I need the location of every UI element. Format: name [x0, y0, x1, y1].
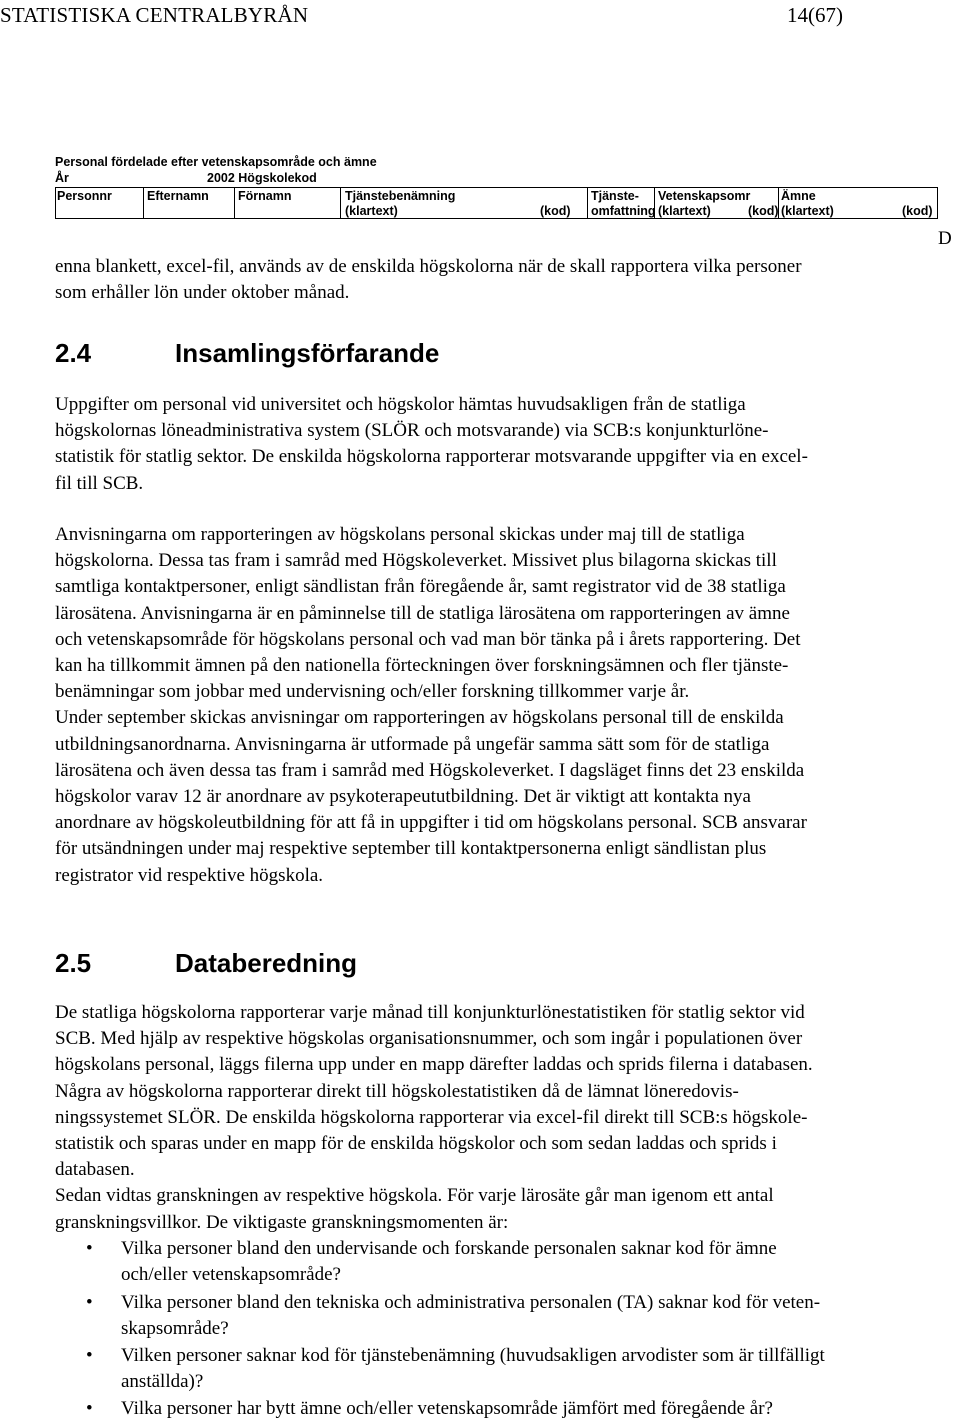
text-line: statistik för statlig sektor. De enskilda högskolorna rapporterar motsvarande uppgifter via en excel- — [55, 446, 808, 468]
bullet-icon: • — [86, 1398, 93, 1419]
table-header-row — [55, 187, 938, 219]
paragraph-2-4-1 — [55, 392, 940, 497]
text-line: kan ha tillkommit ämnen på den nationella förteckningen över forskningsämnen och fler tjänste- — [55, 655, 789, 677]
col-omf-sub: omfattning — [591, 204, 656, 218]
text-line: Vilken personer saknar kod för tjänstebenämning (huvudsakligen arvodister som är tillfälligt — [121, 1345, 825, 1366]
section-heading-2-5 — [55, 948, 357, 979]
text-line: anordnare av högskoleutbildning för att få in uppgifter i tid om högskolans personal. SCB ansvarar — [55, 812, 807, 834]
text-line: för utsändningen under maj respektive september till kontaktpersonerna enligt sändlistan plus — [55, 838, 767, 860]
col-vet-sub: (klartext) — [658, 204, 711, 218]
section-number: 2.5 — [55, 948, 92, 978]
text-line: fil till SCB. — [55, 472, 144, 494]
col-tjanst-kod: (kod) — [540, 204, 571, 218]
col-divider — [234, 188, 235, 218]
year-label: År — [55, 171, 69, 185]
text-line: benämningar som jobbar med undervisning och/eller forskning tillkommer varje år. — [55, 681, 690, 703]
col-fornamn: Förnamn — [238, 189, 292, 203]
text-line: Uppgifter om personal vid universitet och högskolor hämtas huvudsakligen från de statliga — [55, 394, 746, 415]
page-header — [0, 0, 960, 30]
col-divider — [143, 188, 144, 218]
text-line: SCB. Med hjälp av respektive högskolas organisationsnummer, och som ingår i populationen över — [55, 1028, 803, 1050]
text-line: granskningsvillkor. De viktigaste granskningsmomenten är: — [55, 1211, 509, 1233]
paragraph-2-4-2 — [55, 522, 940, 889]
col-divider — [587, 188, 588, 218]
organization-name: STATISTISKA CENTRALBYRÅN — [0, 3, 309, 27]
bullet-icon: • — [86, 1292, 93, 1313]
intro-paragraph — [55, 254, 940, 306]
bullet-icon: • — [86, 1345, 93, 1366]
col-omf: Tjänste- — [591, 189, 639, 203]
col-amne-kod: (kod) — [902, 204, 933, 218]
table-year-row — [55, 171, 317, 185]
section-heading-2-4 — [55, 338, 439, 369]
text-line: statistik och sparas under en mapp för de enskilda högskolor och som sedan laddas och sprids i — [55, 1133, 777, 1155]
col-tjanst-sub: (klartext) — [345, 204, 398, 218]
col-divider — [654, 188, 655, 218]
year-value: 2002 Högskolekod — [207, 171, 317, 185]
text-line: Anvisningarna om rapporteringen av högskolans personal skickas under maj till de statliga — [55, 524, 745, 545]
paragraph-2-5-1 — [55, 1000, 940, 1236]
section-title: Insamlingsförfarande — [175, 338, 440, 368]
text-line: ningssystemet SLÖR. De enskilda högskolorna rapporterar via excel-fil direkt till SCB:s högskole- — [55, 1106, 808, 1128]
text-line: Vilka personer bland den tekniska och administrativa personalen (TA) saknar kod för veten- — [121, 1292, 821, 1313]
text-line: enna blankett, excel-fil, används av de enskilda högskolorna när de skall rapportera vilka personer — [55, 256, 802, 277]
text-line: databasen. — [55, 1159, 135, 1181]
text-line: och vetenskapsområde för högskolans personal och vad man bör tänka på i årets rapportering. Det — [55, 628, 801, 650]
text-line: som erhåller lön under oktober månad. — [55, 282, 350, 304]
text-line: Vilka personer bland den undervisande och forskande personalen saknar kod för ämne — [121, 1238, 777, 1259]
text-line: högskolornas löneadministrativa system (SLÖR och motsvarande) via SCB:s konjunkturlöne- — [55, 420, 769, 442]
text-line: lärosätena. Anvisningarna är en påminnelse till de statliga lärosätena om rapporteringen av ämne — [55, 602, 790, 624]
table-title: Personal fördelade efter vetenskapsområde och ämne — [55, 155, 377, 169]
col-divider — [778, 188, 779, 218]
col-divider — [340, 188, 341, 218]
col-amne: Ämne — [781, 189, 816, 203]
section-number: 2.4 — [55, 338, 92, 368]
bullet-icon: • — [86, 1238, 93, 1259]
text-line: anställda)? — [121, 1371, 204, 1393]
text-line: och/eller vetenskapsområde? — [121, 1264, 341, 1286]
col-vet-kod: (kod) — [748, 204, 779, 218]
col-tjanst: Tjänstebenämning — [345, 189, 456, 203]
text-line: samtliga kontaktpersoner, enligt sändlistan från föregående år, samt registrator vid de 38 statliga — [55, 576, 786, 598]
section-title: Databeredning — [175, 948, 358, 978]
col-personnr: Personnr — [57, 189, 112, 203]
text-line: Några av högskolorna rapporterar direkt till högskolestatistiken då de lämnat löneredovis- — [55, 1080, 739, 1102]
text-line: högskolorna. Dessa tas fram i samråd med Högskoleverket. Missivet plus bilagorna skickas till — [55, 550, 777, 572]
text-line: utbildningsanordnarna. Anvisningarna är utformade på ungefär samma sätt som för de statliga — [55, 733, 770, 755]
text-line: lärosätena och även dessa tas fram i samråd med Högskoleverket. I dagsläget finns det 23 enskilda — [55, 759, 805, 781]
text-line: registrator vid respektive högskola. — [55, 864, 324, 886]
col-vet: Vetenskapsomr — [658, 189, 751, 203]
col-efternamn: Efternamn — [147, 189, 209, 203]
text-line: Under september skickas anvisningar om rapporteringen av högskolans personal till de enskilda — [55, 707, 784, 729]
page-number: 14(67) — [787, 3, 843, 27]
text-line: Sedan vidtas granskningen av respektive högskola. För varje lärosäte går man igenom ett antal — [55, 1185, 774, 1207]
text-line: högskolor varav 12 är anordnare av psykoterapeututbildning. Det är viktigt att kontakta nya — [55, 786, 751, 808]
text-line: skapsområde? — [121, 1318, 229, 1340]
col-amne-sub: (klartext) — [781, 204, 834, 218]
text-line: De statliga högskolorna rapporterar varje månad till konjunkturlönestatistiken för statlig sektor vid — [55, 1002, 805, 1023]
margin-letter: D — [938, 228, 952, 249]
text-line: högskolans personal, läggs filerna upp under en mapp därefter laddas och sprids filerna i databasen. — [55, 1054, 813, 1076]
text-line: Vilka personer har bytt ämne och/eller vetenskapsområde jämfört med föregående år? — [121, 1398, 773, 1419]
